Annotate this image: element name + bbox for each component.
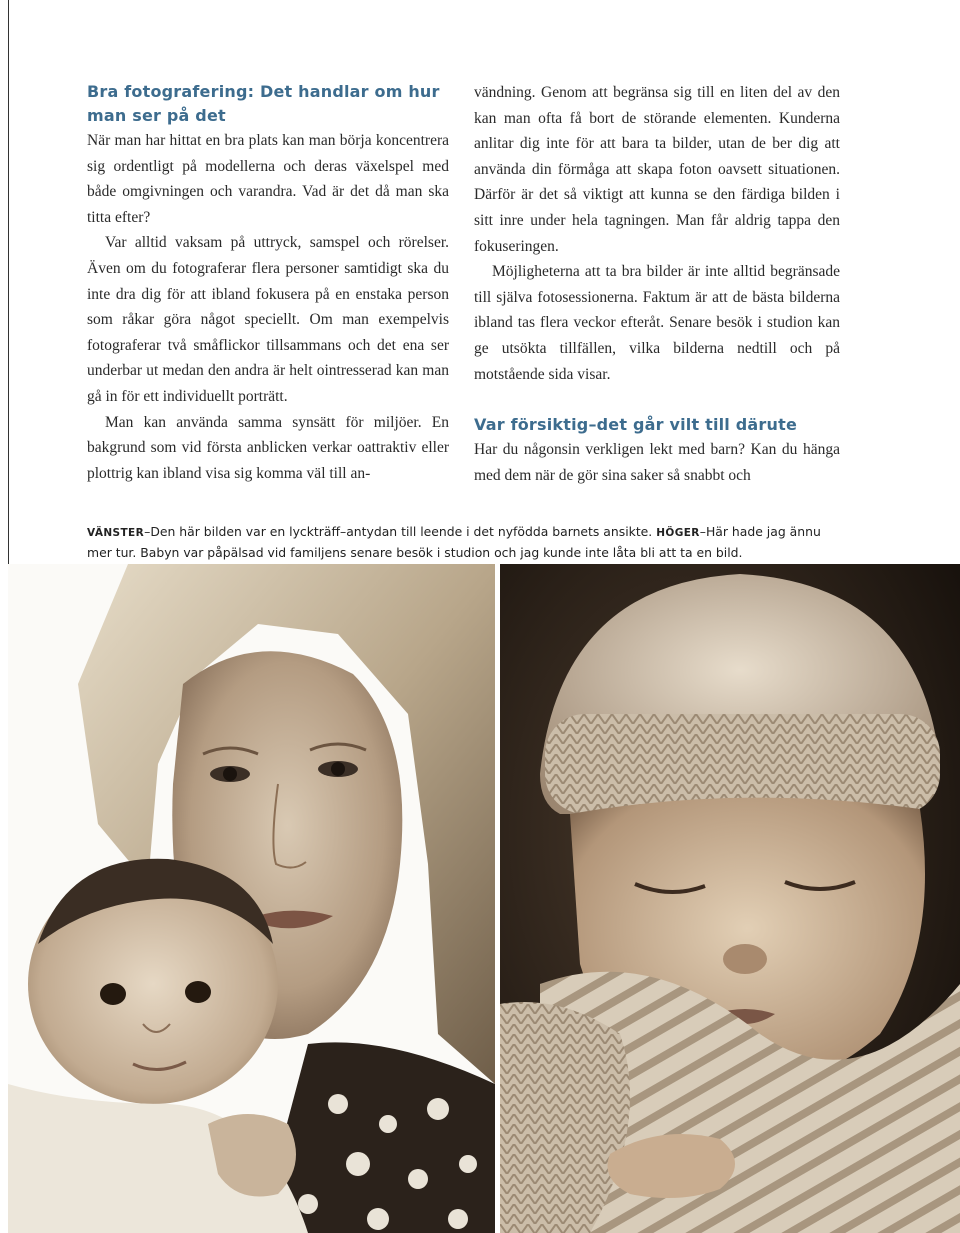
- photo-baby-in-knit-hat-illustration: [500, 564, 960, 1233]
- paragraph: Var alltid vaksam på uttryck, samspel och rörelser. Även om du fotograferar flera personer samtidigt ska du inte dra dig för att ibland fokusera på en enstaka person som råkar göra något speciellt. Om man exempelvis fotograferar två småflickor tillsammans och det ena ser underbar ut medan den andra är helt ointresserad kan man gå in för ett individuellt porträtt.: [87, 234, 449, 405]
- paragraph: Har du någonsin verkligen lekt med barn? Kan du hänga med dem när de gör sina saker så snabbt och: [474, 441, 840, 484]
- photo-caption: [87, 522, 847, 562]
- paragraph: Man kan använda samma synsätt för miljöer. En bakgrund som vid första anblicken verkar oattraktiv eller plottrig kan ibland visa sig komma väl till an-: [87, 413, 449, 482]
- section-heading-left: Bra fotografering: Det handlar om hur man ser på det: [87, 82, 440, 125]
- caption-tag-left: VÄNSTER: [87, 527, 145, 539]
- right-text-column: [474, 80, 840, 488]
- photo-mother-and-baby: [8, 564, 495, 1233]
- paragraph: Möjligheterna att ta bra bilder är inte alltid begränsade till själva fotosessionerna. Faktum är att de bästa bilderna ibland tas flera veckor efteråt. Senare besök i studion kan ge utsökta tillfällen, vilka bilderna nedtill och på motstående sida visar.: [474, 263, 840, 383]
- caption-tag-right: HÖGER: [656, 527, 700, 539]
- paragraph: När man har hittat en bra plats kan man börja koncentrera sig ordentligt på modellerna och deras växelspel med både omgivningen och varandra. Vad är det då man ska titta efter?: [87, 132, 449, 226]
- caption-text-right: –Här hade jag ännu mer tur. Babyn var påpälsad vid familjens senare besök i studion och jag kunde inte låta bli att ta en bild.: [87, 524, 821, 560]
- photo-baby-in-knit-hat: [500, 564, 960, 1233]
- paragraph: vändning. Genom att begränsa sig till en liten del av den kan man ofta få bort de störande elementen. Kunderna anlitar dig inte för att bara ta bilder, utan de ber dig att använda din förmåga att skapa foton oavsett situationen. Därför är det så viktigt att kunna se den färdiga bilden i sitt inre under hela tagningen. Man får aldrig tappa den fokuseringen.: [474, 84, 840, 255]
- caption-text-left: –Den här bilden var en lyckträff–antydan till leende i det nyfödda barnets ansikte.: [144, 524, 653, 539]
- photo-mother-and-baby-illustration: [8, 564, 495, 1233]
- left-text-column: [87, 80, 449, 486]
- section-heading-right: Var försiktig–det går vilt till därute: [474, 415, 797, 435]
